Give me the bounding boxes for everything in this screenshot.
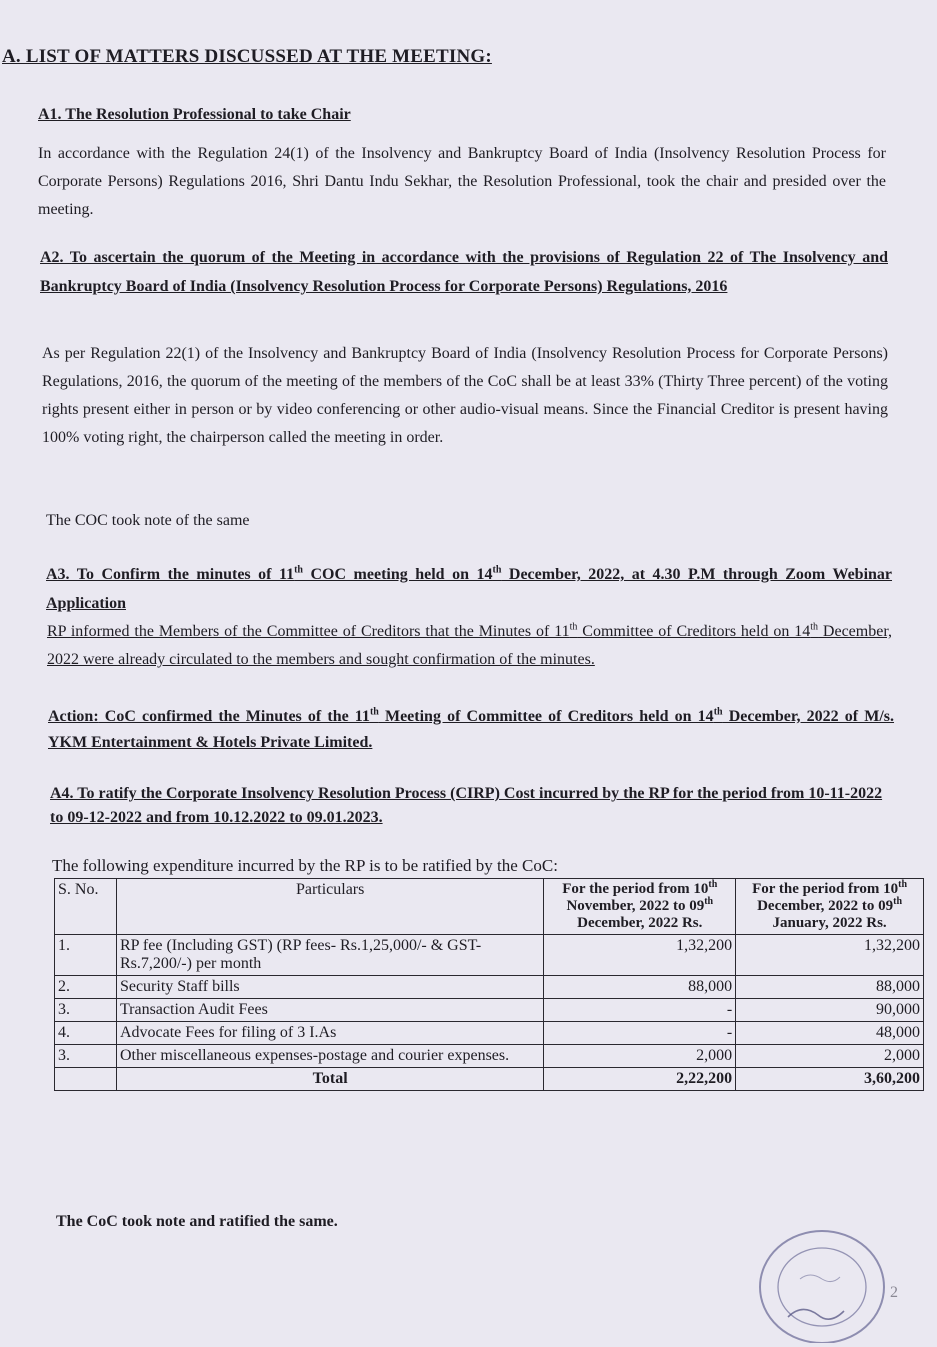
section-heading: A. LIST OF MATTERS DISCUSSED AT THE MEETING: [2, 46, 492, 67]
row-sno: 3. [55, 1045, 117, 1068]
row-sno: 3. [55, 999, 117, 1022]
table-row [55, 976, 924, 999]
total-sno-cell [55, 1068, 117, 1091]
row-period2-amount: 90,000 [736, 999, 924, 1022]
row-particulars: Security Staff bills [116, 976, 543, 999]
company-seal-icon [750, 1225, 890, 1343]
a4-title: A4. To ratify the Corporate Insolvency Resolution Process (CIRP) Cost incurred by the RP for the period from 10-11-2022 to 09-12-2022 and from 10.12.2022 to 09.01.2023. [50, 785, 883, 826]
row-period2-amount: 1,32,200 [736, 935, 924, 976]
a4-note: The CoC took note and ratified the same. [56, 1213, 338, 1230]
a3-body: RP informed the Members of the Committee of Creditors that the Minutes of 11th Committee of Creditors held on 14th December, 2022 were already circulated to the members and sought confirmation of the minutes. [47, 621, 893, 668]
col-period2-header: For the period from 10th December, 2022 to 09th January, 2022 Rs. [736, 879, 924, 935]
row-period1-amount: - [544, 999, 736, 1022]
total-label: Total [116, 1068, 543, 1091]
total-period2: 3,60,200 [736, 1068, 924, 1091]
col-period1-header: For the period from 10th November, 2022 to 09th December, 2022 Rs. [544, 879, 736, 935]
row-sno: 2. [55, 976, 117, 999]
row-period1-amount: - [544, 1022, 736, 1045]
table-row [55, 935, 924, 976]
table-header-row [55, 879, 924, 935]
row-period2-amount: 2,000 [736, 1045, 924, 1068]
col-particulars-header: Particulars [116, 879, 543, 935]
row-sno: 1. [55, 935, 117, 976]
row-particulars: RP fee (Including GST) (RP fees- Rs.1,25,000/- & GST- Rs.7,200/-) per month [116, 935, 543, 976]
table-row [55, 999, 924, 1022]
row-period2-amount: 48,000 [736, 1022, 924, 1045]
a2-title: A2. To ascertain the quorum of the Meeting in accordance with the provisions of Regulation 22 of The Insolvency and Bankruptcy Board of India (Insolvency Resolution Process for Corporate Persons) Regulations, 2016 [40, 249, 888, 295]
table-total-row [55, 1068, 924, 1091]
row-particulars: Transaction Audit Fees [116, 999, 543, 1022]
a3-action: Action: CoC confirmed the Minutes of the 11th Meeting of Committee of Creditors held on 14th December, 2022 of M/s. YKM Entertainment & Hotels Private Limited. [48, 706, 895, 751]
row-period2-amount: 88,000 [736, 976, 924, 999]
row-period1-amount: 1,32,200 [544, 935, 736, 976]
a1-title: A1. The Resolution Professional to take Chair [38, 106, 351, 123]
table-row [55, 1022, 924, 1045]
table-row [55, 1045, 924, 1068]
row-particulars: Advocate Fees for filing of 3 I.As [116, 1022, 543, 1045]
expenditure-table [54, 878, 924, 1091]
a1-body: In accordance with the Regulation 24(1) of the Insolvency and Bankruptcy Board of India (Insolvency Resolution Process for Corporate Persons) Regulations 2016, Shri Dantu Indu Sekhar, the Resolution Professional, took the chair and presided over the meeting. [38, 145, 886, 218]
a3-title: A3. To Confirm the minutes of 11th COC meeting held on 14th December, 2022, at 4.30 P.M through Zoom Webinar Application [46, 564, 893, 612]
col-sno-header: S. No. [55, 879, 117, 935]
table-caption: The following expenditure incurred by the RP is to be ratified by the CoC: [52, 856, 558, 875]
row-period1-amount: 2,000 [544, 1045, 736, 1068]
row-particulars: Other miscellaneous expenses-postage and courier expenses. [116, 1045, 543, 1068]
row-period1-amount: 88,000 [544, 976, 736, 999]
page-number: 2 [890, 1284, 898, 1301]
total-period1: 2,22,200 [544, 1068, 736, 1091]
row-sno: 4. [55, 1022, 117, 1045]
a2-body: As per Regulation 22(1) of the Insolvency and Bankruptcy Board of India (Insolvency Resolution Process for Corporate Persons) Regulations, 2016, the quorum of the meeting of the members of the CoC shall be at least 33% (Thirty Three percent) of the voting rights present either in person or by video conferencing or other audio-visual means. Since the Financial Creditor is present having 100% voting right, the chairperson called the meeting in order. [42, 345, 888, 446]
a2-note: The COC took note of the same [46, 512, 250, 529]
